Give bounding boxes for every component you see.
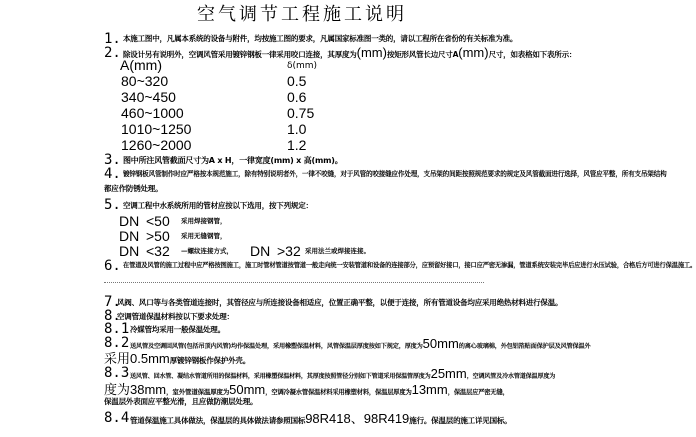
dn-row-1-note: 采用焊接钢管， (181, 217, 227, 225)
item-8-3-number: 8.3 (104, 365, 130, 381)
item-2-text-c: 尺寸，如表格如下表所示： (488, 50, 577, 59)
dn-row-1-label: DN (119, 213, 140, 229)
dn-row-3-value: <32 (146, 243, 170, 259)
dn-row-3-value-2: >32 (277, 243, 301, 259)
item-2-unit-1: (mm) (356, 45, 387, 60)
item-8-3-line-2-mid: ，室外管道保温厚度为 (166, 388, 230, 396)
item-3-number: 3. (104, 152, 121, 168)
item-2-line (123, 44, 576, 60)
dn-row-3-note: —螺纹连接方式， (181, 247, 233, 255)
dn-row-2-value: >50 (146, 228, 170, 244)
item-8-2-line-2 (104, 350, 250, 366)
item-7-text: 风阀、风口等与各类管道连接时，其管径应与所连接设备相适应，位置正确平整，以便于连接，所有管道设备均应采用绝热材料进行保温。 (117, 298, 563, 307)
item-8-3-value-1: 25mm (430, 366, 467, 381)
item-8-3-value-4: 13mm (411, 382, 448, 397)
item-8-3-line-3: 保温层外表面应平整光滑，且应做防潮层处理。 (104, 397, 258, 406)
item-1-number: 1. (104, 31, 121, 47)
item-8-2-line-1 (130, 335, 591, 351)
item-8-number: 8. (104, 308, 121, 324)
item-8-3-text-b: ，空调风管及冷水管道保温厚度为 (466, 373, 556, 380)
item-8-3-line-2-end: ，保温层应严密无缝， (447, 389, 509, 396)
table-row-1-b: 0.5 (287, 73, 307, 89)
table-row-4-b: 1.0 (287, 121, 307, 137)
item-6-number: 6. (104, 258, 121, 274)
item-8-1-number: 8.1 (104, 321, 130, 337)
item-8-4-value-1: 98R418、98R419 (305, 411, 410, 426)
item-8-text: 空调管道保温材料按以下要求处理： (117, 312, 234, 321)
table-row-3-a: 460~1000 (121, 105, 184, 121)
item-8-2-line-2-rest: 厚镀锌钢板作保护外壳。 (169, 356, 251, 365)
item-7-number: 7. (104, 294, 121, 310)
table-row-4-a: 1010~1250 (121, 121, 192, 137)
table-header-a: A(mm) (120, 57, 162, 73)
item-8-3-value-2: 度为38mm (104, 382, 167, 397)
item-8-3-line-1 (130, 365, 555, 381)
item-8-3-value-3: 50mm (229, 382, 266, 397)
table-row-2-a: 340~450 (121, 89, 176, 105)
section-divider (104, 282, 484, 283)
table-row-5-b: 1.2 (287, 137, 307, 153)
item-1-text: 本施工图中，凡属本系统的设备与附件，均按施工图的要求，凡属国家标准图一类的，请以工程所在省份的有关标准为准。 (123, 34, 518, 43)
table-header-b: δ(mm) (287, 61, 318, 71)
dn-row-2-label: DN (119, 228, 140, 244)
item-8-2-value-1: 50mm (422, 336, 459, 351)
item-2-text-a: 除设计另有说明外，空调风管采用镀锌钢板一律采用咬口连接，其厚度为 (123, 50, 357, 59)
item-8-2-value-2: 采用0.5mm (104, 351, 170, 366)
item-2-number: 2. (104, 45, 121, 61)
table-row-1-a: 80~320 (121, 73, 169, 89)
item-2-text-b: 按矩形风管长边尺寸A (386, 50, 459, 59)
item-6-text: 在管道及风管的施工过程中应严格按图施工，施工时管材管道按管道一般走向统一安装管道和设备的连接部分，应预留好接口，接口应严密无渗漏，管道系统安装完毕后应进行水压试验，合格后方可进行保温施工。 (123, 262, 696, 269)
dn-row-3-note-2: 采用法兰或焊接连接。 (305, 247, 370, 255)
item-8-3-line-2-text: ，空调冷凝水管保温材料采用橡塑材料，保温层厚度为 (265, 389, 412, 396)
item-5-text: 空调工程中水系统所用的管材应按以下选用，按下列规定： (123, 201, 313, 210)
item-8-1-text: 冷媒管均采用一般保温处理。 (130, 325, 225, 334)
table-row-2-b: 0.6 (287, 89, 307, 105)
item-8-4-line (130, 410, 511, 426)
item-8-4-text-b: 施行。保温层的施工详见国标。 (409, 416, 512, 425)
item-8-3-text-a: 送风管、回水管、凝结水管道所用的保温材料，采用橡塑保温材料，其厚度按照管径分别如下管道采用保温管厚度为 (130, 373, 431, 380)
dn-row-3-label-2: DN (250, 243, 271, 259)
item-2-unit-2: (mm) (458, 45, 489, 60)
table-row-3-b: 0.75 (287, 105, 315, 121)
item-8-4-text-a: 管道保温施工具体做法，保温层的具体做法请参照国标 (130, 416, 306, 425)
item-5-number: 5. (104, 197, 121, 213)
page-title: 空气调节工程施工说明 (197, 4, 407, 25)
item-8-2-text-b: 的离心玻璃棉，外包铝箔贴面保护层及风管保温外 (458, 343, 591, 350)
item-3-text: 图中所注风管截面尺寸为A x H，一律宽度(mm) x 高(mm)。 (123, 156, 343, 165)
item-4-line-2: 都应作防锈处理。 (104, 184, 163, 193)
item-8-3-line-2 (104, 381, 509, 397)
item-8-4-number: 8.4 (104, 410, 130, 426)
item-4-number: 4. (104, 166, 121, 182)
table-row-5-a: 1260~2000 (121, 137, 192, 153)
item-8-2-number: 8.2 (104, 335, 130, 351)
item-8-2-text-a: 送风管及空调回风管(包括吊顶内风管)均作保温处理，采用橡塑保温材料，风管保温层厚度按如下规定，厚度为 (130, 343, 423, 350)
dn-row-1-value: <50 (146, 213, 170, 229)
dn-row-3-label: DN (119, 243, 140, 259)
dn-row-2-note: 采用无缝钢管， (181, 232, 227, 240)
item-4-line-1: 镀锌钢板风管制作时应严格按本规范施工，除有特别说明者外，一律不咬缝，对于风管的咬接缝应作处理，支吊架的间距按照规范要求的规定及风管截面进行选择，风管应平整，所有支吊架结构 (123, 170, 667, 178)
